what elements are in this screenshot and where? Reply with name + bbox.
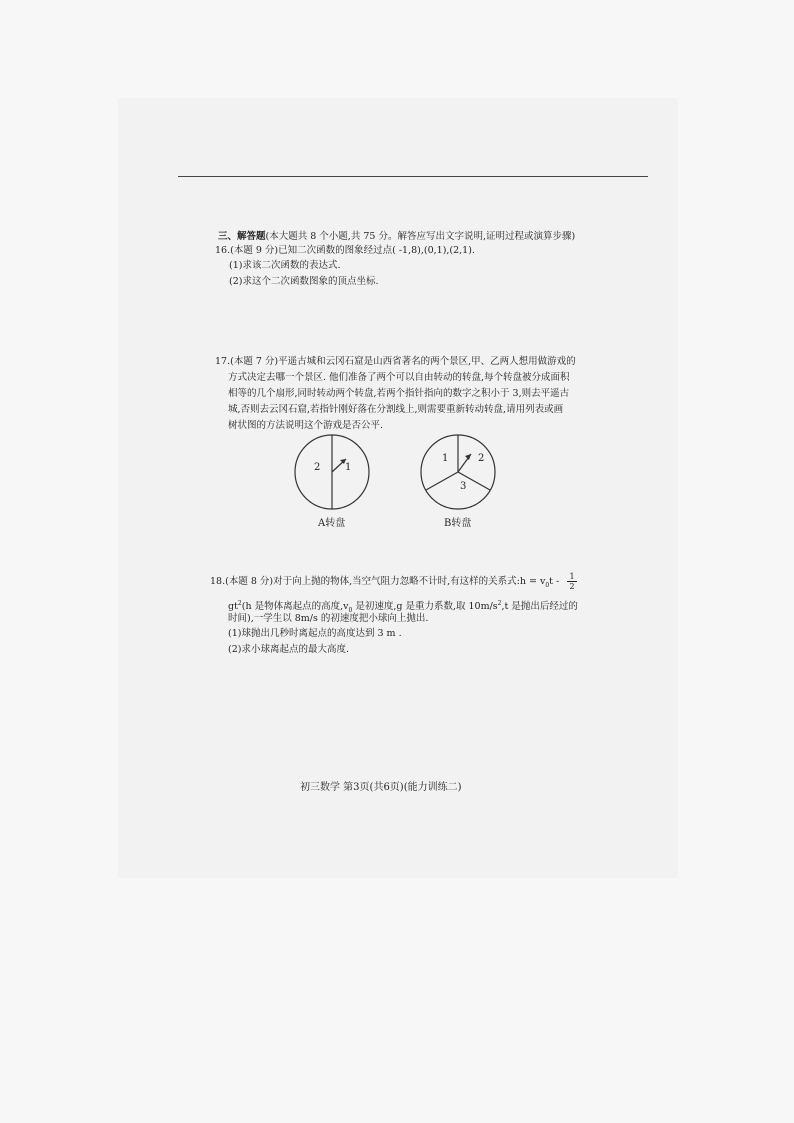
q18-line1-sub: 0 [545,581,550,589]
q18-part2: (2)求小球离起点的最大高度. [228,644,349,655]
scanned-page [118,98,678,878]
q18-line2-d: ,t 是抛出后经过的 [501,601,578,613]
section-header [218,230,575,244]
q16-stem: 16.(本题 9 分)已知二次函数的图象经过点( -1,8),(0,1),(2,1). [215,245,475,256]
q17-line4: 城,否则去云冈石窟,若指针刚好落在分割线上,则需要重新转动转盘,请用列表或画 [228,404,564,415]
q17-line3: 相等的几个扇形,同时转动两个转盘,若两个指针指向的数字之积小于 3,则去平遥古 [228,388,570,399]
q18-line2-c: 是初速度,g 是重力系数,取 10m/s [352,601,498,613]
q18-line2-sup2: 2 [497,600,502,607]
spinner-b-number-3: 3 [460,481,467,492]
q18-line3: 时间),一学生以 8m/s 的初速度把小球向上抛出. [228,613,429,624]
q18-line2-sup: 2 [237,600,242,607]
spinner-b-number-2: 2 [478,453,485,464]
q18-line1-text: 18.(本题 8 分)对于向上抛的物体,当空气阻力忽略不计时,有这样的关系式:h = v [210,576,546,587]
q18-frac-den: 2 [569,582,575,591]
q17-line1: 17.(本题 7 分)平遥古城和云冈石窟是山西省著名的两个景区,甲、乙两人想用做游戏的 [215,356,576,367]
spinner-a-number-1: 1 [345,462,352,473]
q17-line2: 方式决定去哪一个景区. 他们准备了两个可以自由转动的转盘,每个转盘被分成面积 [228,372,570,383]
spinner-b-divider-left [426,472,458,490]
spinner-a-number-2: 2 [314,462,321,473]
q17-line5: 树状图的方法说明这个游戏是否公平. [228,420,384,431]
q18-line2-b: (h 是物体离起点的高度,v [241,601,349,613]
q18-fraction [567,572,577,591]
section-title: 三、解答题 [218,231,266,242]
header-rule [178,176,648,177]
spinner-a-label: A转盘 [318,518,346,529]
q18-line1 [210,575,559,593]
q18-frac-num: 1 [567,572,577,582]
page-footer: 初三数学 第3页(共6页)(能力训练二) [300,782,462,793]
spinner-b-label: B转盘 [444,518,472,529]
spinner-b-number-1: 1 [442,453,449,464]
spinner-a [292,432,372,512]
q18-line2-sub: 0 [348,607,353,615]
q16-part2: (2)求这个二次函数图象的顶点坐标. [229,276,379,287]
q16-part1: (1)求该二次函数的表达式. [229,260,341,271]
section-desc: (本大题共 8 个小题,共 75 分。解答应写出文字说明,证明过程或演算步骤) [265,231,576,242]
q18-line2-a: gt [228,601,238,613]
spinner-b [418,432,498,512]
q18-line1-end: t - [549,576,560,587]
q18-part1: (1)球抛出几秒时离起点的高度达到 3 m . [228,628,402,639]
